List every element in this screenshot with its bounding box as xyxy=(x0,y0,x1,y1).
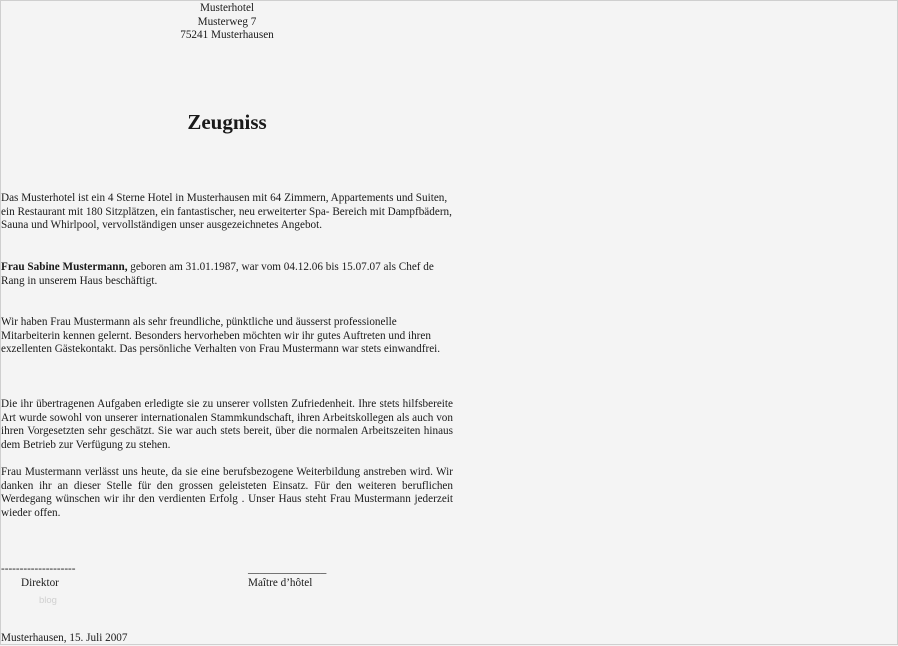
employment-details: geboren am 31.01.1987, war vom 04.12.06 bis 15.07.07 als Chef de Rang in unserem Haus beschäftigt. xyxy=(1,261,434,287)
hotel-name: Musterhotel xyxy=(199,2,255,14)
place-and-date: Musterhausen, 15. Juli 2007 xyxy=(1,632,128,644)
intro-paragraph: Das Musterhotel ist ein 4 Sterne Hotel in Musterhausen mit 64 Zimmern, Appartements und Suiten, ein Restaurant mit 180 Sitzplätzen, ein fantastischer, neu erweiterter Spa- Bereich mit Dampfbädern, Sauna und Whirlpool, vervollständigen unser ausgezeichnetes Angebot. xyxy=(1,192,452,232)
maitre-signature-line: ______________ xyxy=(248,563,327,575)
performance-paragraph: Die ihr übertragenen Aufgaben erledigte sie zu unserer vollsten Zufriedenheit. Ihre stets hilfsbereite Art wurde sowohl von unserer internationalen Stammkundschaft, ihren Arbeitskollegen als auch von ihren Vorgesetzten sehr geschätzt. Sie war auch stets bereit, über die normalen Arbeitszeiten hinaus dem Betrieb zur Verfügung zu stehen. xyxy=(1,398,453,451)
hotel-city: 75241 Musterhausen xyxy=(180,29,274,42)
director-label: Direktor xyxy=(21,577,59,589)
employee-name: Frau Sabine Mustermann, xyxy=(1,261,128,273)
employment-paragraph xyxy=(1,261,453,288)
hotel-street: Musterweg 7 xyxy=(197,15,257,28)
director-signature-line: -------------------- xyxy=(1,563,76,575)
maitre-label: Maître d’hôtel xyxy=(248,577,313,589)
document-title: Zeugniss xyxy=(187,110,267,134)
watermark: blog xyxy=(39,595,57,606)
behaviour-paragraph: Wir haben Frau Mustermann als sehr freundliche, pünktliche und äusserst professionelle Mitarbeiterin kennen gelernt. Besonders hervorheben möchten wir ihr gutes Auftreten und ihren exzellenten Gästekontakt. Das persönliche Verhalten von Frau Mustermann war stets einwandfrei. xyxy=(1,316,441,356)
letterhead xyxy=(0,2,454,43)
farewell-paragraph: Frau Mustermann verlässt uns heute, da sie eine berufsbezogene Weiterbildung anstreben wird. Wir danken ihr an dieser Stelle für den grossen geleisteten Einsatz. Für den weiteren beruflichen Werdegang wünschen wir ihr den verdienten Erfolg . Unser Haus steht Frau Mustermann jederzeit wieder offen. xyxy=(1,466,453,519)
